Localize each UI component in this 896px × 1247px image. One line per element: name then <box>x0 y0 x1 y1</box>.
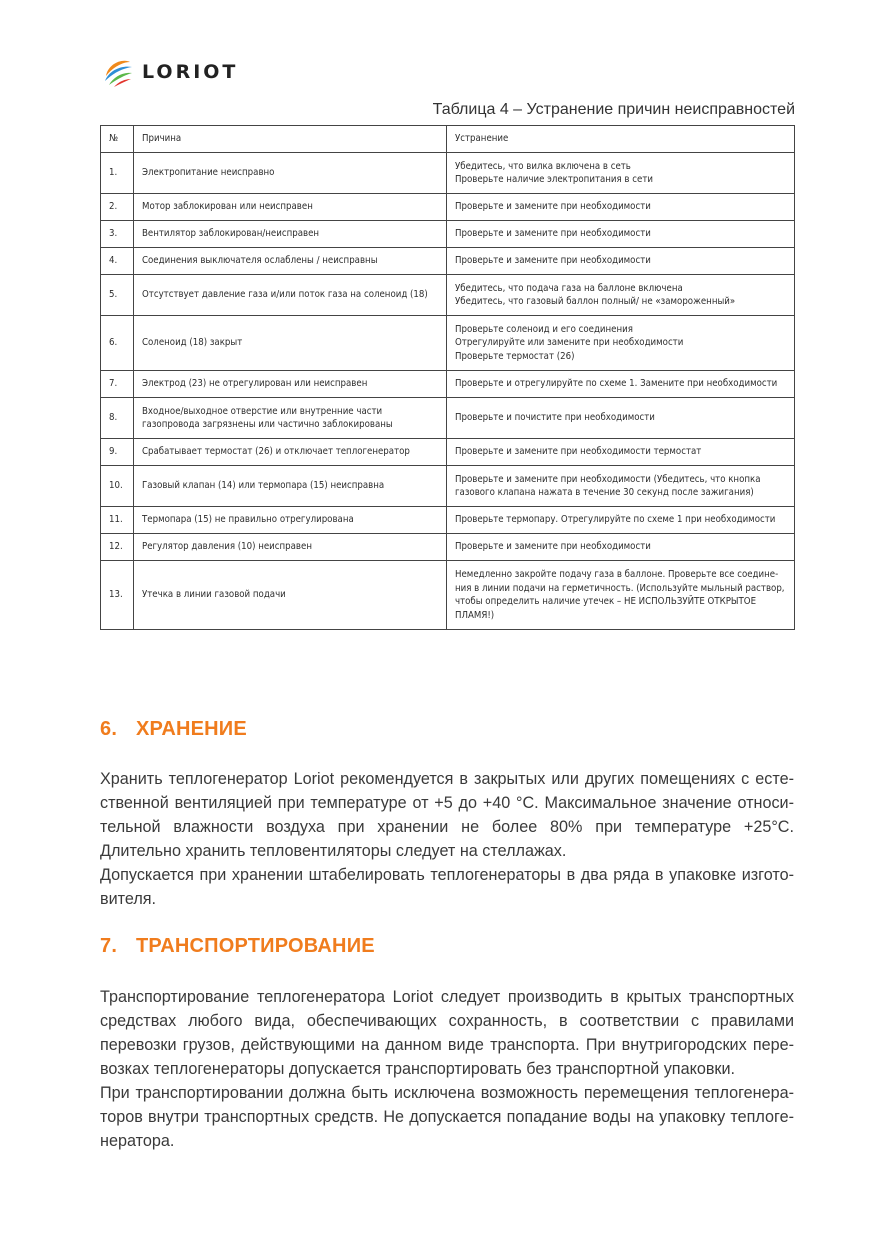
row-number: 5. <box>101 275 134 316</box>
fix-line: Убедитесь, что газовый баллон полный/ не «замороженный» <box>455 296 736 307</box>
table-row <box>101 248 795 275</box>
header-cause: Причина <box>134 126 447 153</box>
fix-line: Отрегулируйте или замените при необходимости <box>455 337 684 349</box>
row-cause: Входное/выходное отверстие или внутренние части газопровода загрязнены или частично заблокированы <box>134 398 447 439</box>
brand-logo <box>100 53 238 91</box>
fix-line: Проверьте наличие электропитания в сети <box>455 174 653 185</box>
row-number: 4. <box>101 248 134 275</box>
row-number: 10. <box>101 466 134 507</box>
section-6-number: 6. <box>100 718 118 740</box>
row-cause: Электропитание неисправно <box>134 153 447 194</box>
section-6-body <box>100 767 794 911</box>
fix-line: Убедитесь, что вилка включена в сеть <box>455 160 631 172</box>
section-6-paragraph: Допускается при хранении штабелировать теплогенераторы в два ряда в упаковке изгото-вителя. <box>100 866 794 908</box>
section-7-heading <box>100 935 375 958</box>
row-cause: Регулятор давления (10) неисправен <box>134 534 447 561</box>
fix-line: Немедленно закройте подачу газа в баллоне. Проверьте все соедине-ния в линии подачи на герметичность. (Используйте мыльный раствор, чтобы определить наличие утечек – НЕ ИСПОЛЬЗУЙТЕ ОТКРЫТОЕ ПЛАМЯ!) <box>455 569 785 621</box>
table-row <box>101 507 795 534</box>
fix-line: Проверьте и отрегулируйте по схеме 1. Замените при необходимости <box>455 378 778 390</box>
row-fix <box>447 248 795 275</box>
row-fix <box>447 561 795 630</box>
row-number: 3. <box>101 221 134 248</box>
row-number: 12. <box>101 534 134 561</box>
table-row <box>101 153 795 194</box>
section-6-title: ХРАНЕНИЕ <box>136 718 247 740</box>
fix-line: Проверьте соленоид и его соединения <box>455 323 633 335</box>
row-number: 11. <box>101 507 134 534</box>
fix-line: Проверьте и замените при необходимости <box>455 541 651 553</box>
loriot-logo-icon <box>100 54 136 90</box>
row-number: 1. <box>101 153 134 194</box>
fix-line: Проверьте и почистите при необходимости <box>455 412 655 424</box>
row-number: 2. <box>101 194 134 221</box>
table-row <box>101 371 795 398</box>
section-6-paragraph: Хранить теплогенератор Loriot рекомендуется в закрытых или других помещениях с есте-ственной вентиляцией при температуре от +5 до +40 °С. Максимальное значение относи-тельной влажности воздуха при хранении не более 80% при температуре +25°С. Длительно хранить тепловентиляторы следует на стеллажах. <box>100 770 794 860</box>
row-number: 8. <box>101 398 134 439</box>
fix-line: Проверьте и замените при необходимости термостат <box>455 446 702 458</box>
section-7-paragraph: Транспортирование теплогенератора Loriot следует производить в крытых транспортных средствах любого вида, обеспечивающих сохранность, в соответствии с правилами перевозки грузов, действующими на данном виде транспорта. При внутригородских пере-возках теплогенераторы допускается транспортировать без транспортной упаковки. <box>100 988 794 1078</box>
table-caption: Таблица 4 – Устранение причин неисправностей <box>432 101 795 118</box>
table-row <box>101 534 795 561</box>
row-cause: Газовый клапан (14) или термопара (15) неисправна <box>134 466 447 507</box>
section-7-number: 7. <box>100 935 118 957</box>
section-7-paragraph: При транспортировании должна быть исключена возможность перемещения теплогенера-торов внутри транспортных средств. Не допускается попадание воды на упаковку теплоге-нератора. <box>100 1084 794 1150</box>
fix-line: Проверьте и замените при необходимости (Убедитесь, что кнопка газового клапана нажата в течение 30 секунд после зажигания) <box>455 473 761 498</box>
row-cause: Мотор заблокирован или неисправен <box>134 194 447 221</box>
row-fix <box>447 153 795 194</box>
troubleshooting-table <box>100 125 795 630</box>
row-number: 13. <box>101 561 134 630</box>
row-fix <box>447 316 795 371</box>
row-fix <box>447 398 795 439</box>
header-fix: Устранение <box>447 126 795 153</box>
row-number: 7. <box>101 371 134 398</box>
fix-line: Проверьте и замените при необходимости <box>455 228 651 240</box>
fix-line: Проверьте термопару. Отрегулируйте по схеме 1 при необходимости <box>455 514 776 526</box>
fix-line: Проверьте и замените при необходимости <box>455 201 651 213</box>
section-7-title: ТРАНСПОРТИРОВАНИЕ <box>136 935 375 957</box>
header-num: № <box>101 126 134 153</box>
row-fix <box>447 371 795 398</box>
table-row <box>101 221 795 248</box>
table-row <box>101 466 795 507</box>
row-cause: Соединения выключателя ослаблены / неисправны <box>134 248 447 275</box>
row-number: 6. <box>101 316 134 371</box>
row-fix <box>447 221 795 248</box>
row-cause: Электрод (23) не отрегулирован или неисправен <box>134 371 447 398</box>
table-row <box>101 275 795 316</box>
table-row <box>101 439 795 466</box>
row-fix <box>447 507 795 534</box>
logo-wordmark: LORIOT <box>142 61 239 83</box>
section-7-body <box>100 985 794 1153</box>
table-row <box>101 316 795 371</box>
fix-line: Убедитесь, что подача газа на баллоне включена <box>455 282 683 294</box>
row-cause: Срабатывает термостат (26) и отключает теплогенератор <box>134 439 447 466</box>
row-fix <box>447 534 795 561</box>
row-cause: Утечка в линии газовой подачи <box>134 561 447 630</box>
row-cause: Соленоид (18) закрыт <box>134 316 447 371</box>
table-row <box>101 561 795 630</box>
row-cause: Отсутствует давление газа и/или поток газа на соленоид (18) <box>134 275 447 316</box>
row-cause: Вентилятор заблокирован/неисправен <box>134 221 447 248</box>
row-fix <box>447 275 795 316</box>
table-header-row <box>101 126 795 153</box>
row-fix <box>447 439 795 466</box>
row-fix <box>447 466 795 507</box>
section-6-heading <box>100 718 247 741</box>
row-cause: Термопара (15) не правильно отрегулирована <box>134 507 447 534</box>
fix-line: Проверьте термостат (26) <box>455 350 575 362</box>
table-row <box>101 398 795 439</box>
row-fix <box>447 194 795 221</box>
table-row <box>101 194 795 221</box>
row-number: 9. <box>101 439 134 466</box>
fix-line: Проверьте и замените при необходимости <box>455 255 651 267</box>
